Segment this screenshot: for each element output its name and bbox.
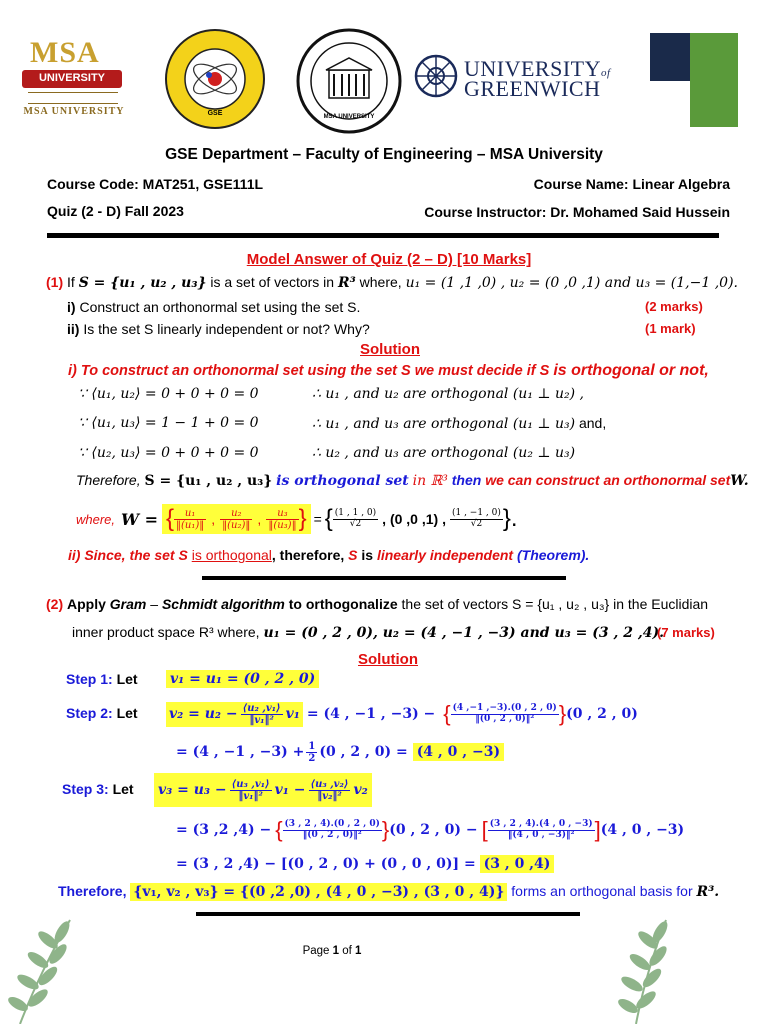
q1-set-s: S = {u₁ , u₂ , u₃} bbox=[78, 275, 207, 291]
q1-therefore-set: S = {u₁ , u₂ , u₃} bbox=[144, 473, 273, 489]
page-total: 1 bbox=[355, 945, 362, 957]
q2-number: (2) bbox=[46, 596, 64, 612]
q1-dot-2-and: and, bbox=[578, 415, 607, 431]
q2-step3-f2-den: ‖v₂‖² bbox=[317, 790, 342, 802]
q2-step3-line3 bbox=[176, 855, 554, 872]
q1-where-line: where, W = { $\frac{\text{u₁}}{\text{‖(u₁)‖}}$ , $\frac{\text{u₂}}{\text{‖(u₂)‖}}$ , $\frac{\text{u₃}}{\text{‖(u₃)‖}}$ } = { $\frac{(1 , 1 , 0)}{√2}$ , (0 ,0 ,1) , $\frac{(1 , -1 , 0)}{√2}$ }. bbox=[76, 505, 518, 532]
msa-logo-tag: MSA UNIVERSITY bbox=[23, 106, 125, 117]
q2-dash: – bbox=[150, 596, 159, 612]
q2-step2-label: Step 2: bbox=[66, 705, 113, 721]
olive-branch-left-icon bbox=[0, 912, 100, 1024]
q2-step3-result: (3 , 0 ,4) bbox=[480, 855, 555, 873]
q1-w-eq: W = bbox=[121, 509, 158, 529]
q2-step2-v1: v₁ bbox=[285, 706, 300, 722]
q2-final-set: {v₁, v₂ , v₃} = {(0 ,2 ,0) , (4 , 0 , −3) , (3 , 0 , 4)} bbox=[130, 883, 507, 901]
q2-step2-let: Let bbox=[116, 705, 138, 721]
q1-sol-i bbox=[68, 362, 709, 380]
q1-sol-i-a: i) To construct an orthonormal set using the set S bbox=[68, 363, 411, 379]
q2-step3-big-frac-2 bbox=[488, 820, 595, 841]
q2-rest: the set of vectors S = {u₁ , u₂ , u₃} in the Euclidian bbox=[401, 596, 709, 612]
q1-therefore bbox=[76, 472, 749, 489]
q2-step2-frac bbox=[241, 703, 283, 726]
q2-step3-b2-num: (3 , 2 , 4).(4 , 0 , −3) bbox=[489, 818, 593, 829]
q1-sol-ii-e: linearly independent bbox=[376, 547, 514, 563]
accent-block-green bbox=[690, 33, 738, 127]
q2-final-a: Therefore, bbox=[58, 883, 127, 899]
page-prefix: Page bbox=[302, 945, 330, 957]
q1-therefore-then: then bbox=[451, 472, 482, 488]
q1-w3-den: √2 bbox=[470, 518, 483, 529]
q2-step3-line2-a: = (3 ,2 ,4) − bbox=[176, 822, 272, 838]
q2-step2-big-den: ‖(0 , 2 , 0)‖² bbox=[475, 713, 535, 724]
q2-step2-big-num: (4 ,−1 ,−3).(0 , 2 , 0) bbox=[452, 702, 557, 713]
q1-sol-ii-d: is bbox=[361, 547, 374, 563]
q2-final-r3: R³. bbox=[696, 884, 720, 900]
q2-step2-half-den: 2 bbox=[308, 752, 316, 764]
q2-step3-lhs: v₃ = u₃ − bbox=[158, 782, 227, 798]
q1-stem bbox=[46, 274, 738, 291]
accent-block-navy bbox=[650, 33, 690, 81]
q1-sol-ii-s: S bbox=[178, 547, 188, 563]
q1-w-highlight: { $\frac{\text{u₁}}{\text{‖(u₁)‖}}$ , $\frac{\text{u₂}}{\text{‖(u₂)‖}}$ , $\frac{\text{u₃}}{\text{‖(u₃)‖}}$ } bbox=[162, 504, 311, 534]
msa-logo-sub: UNIVERSITY bbox=[38, 72, 105, 84]
q1-frac-3 bbox=[266, 508, 298, 531]
q1-part-i-text: Construct an orthonormal set using the set S. bbox=[79, 299, 361, 315]
q1-w3-num: (1 , −1 , 0) bbox=[451, 507, 501, 518]
q1-dot-2-right-text: ∴ u₁ , and u₃ are orthogonal (u₁ ⊥ u₃) bbox=[312, 416, 576, 432]
course-instructor: Course Instructor: Dr. Mohamed Said Hussein bbox=[424, 204, 730, 220]
q2-step3-big-frac-1 bbox=[283, 820, 382, 841]
q1-w3 bbox=[450, 509, 503, 530]
q1-part-i-label: i) bbox=[67, 299, 76, 315]
q1-vectors: u₁ = (1 ,1 ,0) , u₂ = (0 ,0 ,1) and u₃ = (1,−1 ,0). bbox=[405, 275, 738, 291]
q2-step3-line2: = (3 ,2 ,4) − { $\frac{(3 , 2 , 4).(0 , 2 , 0)}{\text{‖(0 , 2 , 0)‖²}}$ } (0 , 2 , 0) − [ $\frac{(3 , 2 , 4).(4 , 0 , -3)}{\text{‖(4 , 0 , −3)‖²}}$ ] (4 , 0 , −3) bbox=[176, 817, 685, 842]
q1-therefore-a: Therefore, bbox=[76, 472, 141, 488]
q2-step3-f1-den: ‖v₁‖² bbox=[238, 790, 263, 802]
q1-frac-3-num: u₃ bbox=[266, 508, 298, 520]
q1-sol-ii-a: ii) Since, the set bbox=[68, 547, 175, 563]
course-code: Course Code: MAT251, GSE111L bbox=[47, 176, 264, 192]
q1-number: (1) bbox=[46, 274, 64, 290]
q1-sol-ii-f: (Theorem). bbox=[516, 547, 590, 563]
q2-step3-b1-den: ‖(0 , 2 , 0)‖² bbox=[302, 829, 362, 840]
bottom-divider bbox=[196, 912, 580, 916]
q1-sol-ii-c: , therefore, bbox=[271, 547, 345, 563]
q2-step-3 bbox=[62, 781, 134, 797]
q1-where-label: where, bbox=[76, 511, 116, 527]
q2-step3-label: Step 3: bbox=[62, 781, 109, 797]
q2-final-b: forms an orthogonal basis for bbox=[511, 883, 693, 899]
q1-part-ii-marks: (1 mark) bbox=[645, 321, 696, 336]
gse-logo bbox=[164, 28, 266, 130]
page-current: 1 bbox=[332, 945, 340, 957]
q2-final bbox=[58, 883, 719, 900]
q1-therefore-c: we can construct an orthonormal set bbox=[485, 472, 731, 488]
q2-step3-let: Let bbox=[112, 781, 134, 797]
q2-step2-mid: = (4 , −1 , −3) − bbox=[306, 706, 436, 722]
faculty-logo-bottom: MSA UNIVERSITY bbox=[323, 114, 375, 120]
q2-schmidt: Schmidt algorithm bbox=[161, 596, 285, 612]
q1-dot-1-left: ∵ ⟨u₁, u₂⟩ = 0 + 0 + 0 = 0 bbox=[78, 386, 259, 402]
q1-dot-3-left: ∵ ⟨u₂, u₃⟩ = 0 + 0 + 0 = 0 bbox=[78, 445, 259, 461]
q2-step3-eq bbox=[154, 773, 372, 807]
q2-solution-heading: Solution bbox=[358, 651, 418, 668]
q2-step2-result: (4 , 0 , −3) bbox=[413, 743, 504, 761]
q2-step2-half bbox=[306, 741, 317, 764]
q1-part-i bbox=[67, 299, 360, 315]
q1-sol-ii bbox=[68, 547, 589, 563]
q2-line2-text: inner product space R³ where, bbox=[72, 624, 260, 640]
q2-step3-v1: v₁ − bbox=[274, 782, 306, 798]
q2-step-1 bbox=[66, 671, 138, 687]
q2-step1-label: Step 1: bbox=[66, 671, 113, 687]
q2-step3-line2-b: (0 , 2 , 0) − bbox=[389, 822, 478, 838]
q1-r3: R³ bbox=[337, 275, 356, 291]
q2-step2-line2 bbox=[176, 738, 504, 766]
q1-sol-ii-s2: S bbox=[348, 547, 358, 563]
faculty-logo bbox=[296, 28, 402, 134]
q2-step2-eq: v₂ = u₂ − $\frac{\text{⟨u₂ ,v₁⟩}}{\text{‖v₁‖²}}$ v₁ = (4 , −1 , −3) − { $\frac{(4 ,-1 ,-3).(0 , 2 , 0)}{\text{‖(0 , 2 , 0)‖²}}$ } (0 , 2 , 0) bbox=[166, 696, 638, 732]
greenwich-word-2: GREENWICH bbox=[464, 76, 601, 101]
q2-step2-half-num: 1 bbox=[308, 740, 316, 752]
q1-frac-1-num: u₁ bbox=[174, 508, 206, 520]
q1-frac-3-den: ‖(u₃)‖ bbox=[268, 519, 297, 531]
q1-w1-den: √2 bbox=[349, 518, 362, 529]
q1-therefore-w: W. bbox=[730, 473, 749, 489]
page-of: of bbox=[342, 945, 352, 957]
q1-therefore-b: is orthogonal set bbox=[276, 473, 409, 489]
q1-solution-heading: Solution bbox=[360, 341, 420, 358]
q2-line-2 bbox=[72, 624, 664, 641]
q1-w1 bbox=[333, 509, 378, 530]
q2-marks: (7 marks) bbox=[657, 625, 715, 640]
q1-dot-2-right bbox=[312, 415, 606, 432]
page-number bbox=[0, 945, 664, 957]
q2-step2-big-frac bbox=[451, 704, 559, 725]
q1-dot-2-left: ∵ ⟨u₁, u₃⟩ = 1 − 1 + 0 = 0 bbox=[78, 415, 259, 431]
q1-frac-2 bbox=[220, 508, 252, 531]
msa-logo-line bbox=[28, 92, 118, 104]
q1-frac-2-num: u₂ bbox=[220, 508, 252, 520]
q1-therefore-in: in ℝ³ bbox=[412, 473, 448, 489]
q2-step3-line2-c: (4 , 0 , −3) bbox=[600, 822, 685, 838]
section-divider bbox=[202, 576, 566, 580]
q2-step3-line3-text: = (3 , 2 ,4) − [(0 , 2 , 0) + (0 , 0 , 0)] = bbox=[176, 856, 476, 872]
page-title: Model Answer of Quiz (2 – D) [10 Marks] bbox=[246, 251, 532, 268]
q2-gram: Gram bbox=[109, 596, 147, 612]
q1-frac-2-den: ‖(u₂)‖ bbox=[222, 519, 251, 531]
q1-sol-ii-b: is orthogonal bbox=[191, 547, 272, 563]
q2-step3-b2-den: ‖(4 , 0 , −3)‖² bbox=[507, 829, 575, 840]
greenwich-crest-icon bbox=[414, 54, 458, 98]
q2-step1-eq: v₁ = u₁ = (0 , 2 , 0) bbox=[166, 670, 319, 688]
q2-step-2 bbox=[66, 705, 138, 721]
course-name: Course Name: Linear Algebra bbox=[533, 176, 730, 192]
q1-stem-a: If bbox=[67, 274, 75, 290]
q1-frac-1 bbox=[174, 508, 206, 531]
q2-step3-frac-1 bbox=[230, 779, 272, 802]
q2-step2-frac-num: ⟨u₂ ,v₁⟩ bbox=[242, 702, 281, 714]
q2-step3-f1-num: ⟨u₃ ,v₁⟩ bbox=[231, 778, 270, 790]
header-divider bbox=[47, 233, 719, 238]
q2-step3-b1-num: (3 , 2 , 4).(0 , 2 , 0) bbox=[284, 818, 380, 829]
q2-step2-line2-b: (0 , 2 , 0) = bbox=[319, 744, 408, 760]
q1-dot-1-right: ∴ u₁ , and u₂ are orthogonal (u₁ ⊥ u₂) , bbox=[312, 386, 584, 402]
q1-stem-b: is a set of vectors in bbox=[210, 274, 335, 290]
q1-eq-sign: = bbox=[313, 511, 322, 527]
q2-step3-f2-num: ⟨u₃ ,v₂⟩ bbox=[310, 778, 349, 790]
q1-sol-i-c: is orthogonal or not, bbox=[553, 362, 709, 379]
q2-apply: Apply bbox=[67, 596, 106, 612]
q2-step2-frac-den: ‖v₁‖² bbox=[249, 714, 274, 726]
q1-part-i-marks: (2 marks) bbox=[645, 299, 703, 314]
q2-step3-v2: v₂ bbox=[353, 782, 368, 798]
gse-logo-label: GSE bbox=[207, 110, 223, 117]
q2-to: to orthogonalize bbox=[288, 596, 398, 612]
department-line: GSE Department – Faculty of Engineering – MSA University bbox=[165, 146, 603, 163]
q1-part-ii-label: ii) bbox=[67, 321, 80, 337]
q1-w2: , (0 ,0 ,1) , bbox=[382, 511, 446, 527]
q2-step2-lhs-box bbox=[166, 702, 303, 727]
q2-step2-lhs: v₂ = u₂ − bbox=[169, 706, 238, 722]
q1-part-ii bbox=[67, 321, 370, 337]
q2-stem bbox=[46, 596, 708, 612]
q2-step2-tail: (0 , 2 , 0) bbox=[566, 706, 638, 722]
q1-w1-num: (1 , 1 , 0) bbox=[334, 507, 377, 518]
greenwich-word-1: UNIVERSITY bbox=[464, 56, 601, 81]
q2-step2-line2-a: = (4 , −1 , −3) + bbox=[176, 744, 305, 760]
q1-stem-c: where, bbox=[359, 274, 402, 290]
q2-step1-let: Let bbox=[116, 671, 138, 687]
greenwich-logo bbox=[414, 52, 611, 102]
q1-dot-3-right: ∴ u₂ , and u₃ are orthogonal (u₂ ⊥ u₃) bbox=[312, 445, 576, 461]
quiz-label: Quiz (2 - D) Fall 2023 bbox=[47, 203, 184, 219]
q2-step3-frac-2 bbox=[309, 779, 351, 802]
olive-branch-right-icon bbox=[596, 912, 696, 1024]
q1-part-ii-text: Is the set S linearly independent or not? Why? bbox=[83, 321, 370, 337]
msa-logo-text: MSA bbox=[30, 36, 100, 69]
q1-sol-i-b: we must decide if S bbox=[414, 363, 550, 379]
q2-vectors: u₁ = (0 , 2 , 0), u₂ = (4 , −1 , −3) and u₃ = (3 , 2 ,4). bbox=[263, 625, 664, 641]
greenwich-of: of bbox=[601, 67, 611, 79]
q1-frac-1-den: ‖(u₁)‖ bbox=[176, 519, 205, 531]
msa-logo bbox=[14, 36, 132, 122]
